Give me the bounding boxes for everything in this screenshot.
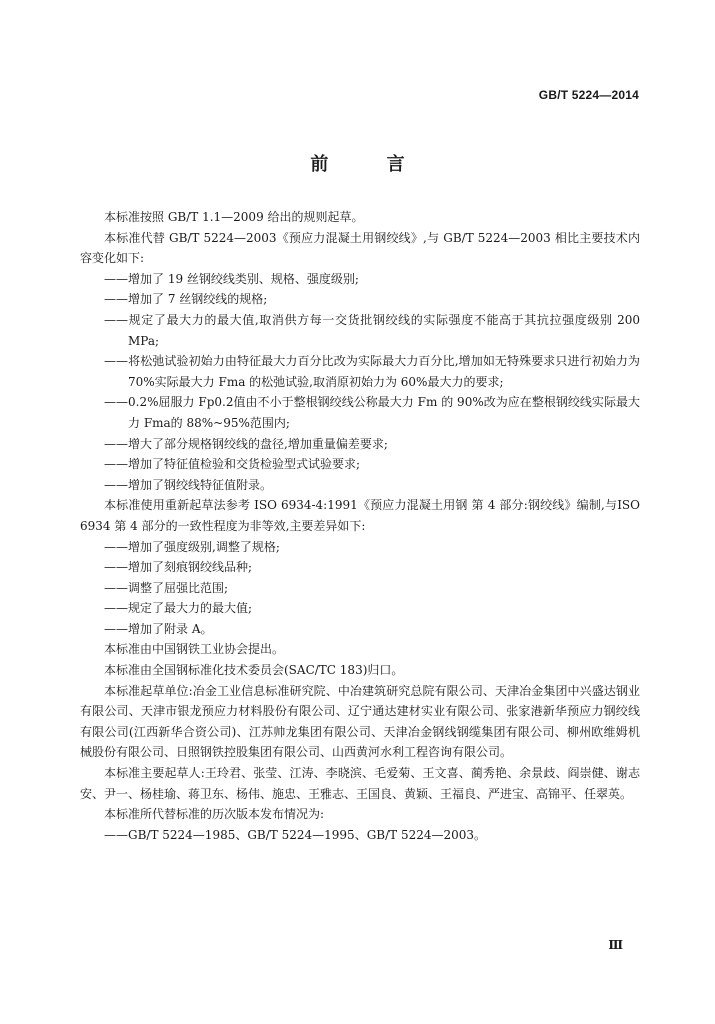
change-item: ——增加了 19 丝钢绞线类别、规格、强度级别; (104, 271, 359, 286)
paragraph-history-intro: 本标准所代替标准的历次版本发布情况为: (104, 807, 325, 822)
paragraph-drafting-units: 本标准起草单位:冶金工业信息标准研究院、中冶建筑研究总院有限公司、天津冶金集团中兴盛达钢业有限公司、天津市银龙预应力材料股份有限公司、辽宁通达建材实业有限公司、张家港新华预应力钢绞线有限公司(江西新华合资公司)、江苏帅龙集团有限公司、天津冶金钢线钢缆集团有限公司、柳州欧维姆机械股份有限公司、日照钢铁控股集团有限公司、山西黄河水利工程咨询有限公司。 (80, 683, 640, 760)
change-item: ——增大了部分规格钢绞线的盘径,增加重量偏差要求; (104, 436, 388, 451)
difference-item: ——调整了屈强比范围; (104, 580, 229, 595)
change-item: ——规定了最大力的最大值,取消供方每一交货批钢绞线的实际强度不能高于其抗拉强度级别 200 MPa; (104, 312, 640, 348)
paragraph-drafters: 本标准主要起草人:王玲君、张莹、江涛、李晓滨、毛爱菊、王文喜、蔺秀艳、余景歧、阎崇健、谢志安、尹一、杨桂瑜、蒋卫东、杨伟、施忠、王雅志、王国良、黄颖、王福良、严进宝、高锦平、任翠英。 (80, 766, 640, 801)
page-number: Ⅲ (608, 938, 623, 952)
paragraph-proposer: 本标准由中国钢铁工业协会提出。 (104, 642, 285, 657)
difference-item: ——增加了附录 A。 (104, 621, 213, 636)
difference-item: ——增加了刻痕钢绞线品种; (104, 560, 253, 575)
history-item: ——GB/T 5224—1985、GB/T 5224—1995、GB/T 5224—2003。 (104, 827, 487, 842)
page-title: 前 言 (310, 154, 431, 175)
change-item: ——增加了 7 丝钢绞线的规格; (104, 292, 268, 307)
paragraph-iso-reference: 本标准使用重新起草法参考 ISO 6934-4:1991《预应力混凝土用钢 第 4 部分:钢绞线》编制,与ISO 6934 第 4 部分的一致性程度为非等效,主要差异如下: (80, 498, 640, 533)
change-item: ——将松弛试验初始力由特征最大力百分比改为实际最大力百分比,增加如无特殊要求只进行初始力为 70%实际最大力 Fma 的松弛试验,取消原初始力为 60%最大力的要求; (104, 354, 640, 389)
difference-item: ——规定了最大力的最大值; (104, 601, 253, 616)
paragraph-replacement: 本标准代替 GB/T 5224—2003《预应力混凝土用钢绞线》,与 GB/T 5224—2003 相比主要技术内容变化如下: (80, 230, 640, 266)
change-item: ——增加了钢绞线特征值附录。 (104, 477, 273, 492)
standard-code: GB/T 5224—2014 (538, 88, 639, 102)
foreword-body (80, 207, 640, 845)
paragraph-administrator: 本标准由全国钢标准化技术委员会(SAC/TC 183)归口。 (104, 663, 404, 678)
difference-item: ——增加了强度级别,调整了规格; (104, 539, 280, 554)
change-item: ——0.2%屈服力 Fp0.2值由不小于整根钢绞线公称最大力 Fm 的 90%改为应在整根钢绞线实际最大力 Fma的 88%~95%范围内; (104, 395, 640, 430)
paragraph-drafting-rules: 本标准按照 GB/T 1.1—2009 给出的规则起草。 (104, 210, 364, 224)
change-item: ——增加了特征值检验和交货检验型式试验要求; (104, 457, 361, 472)
